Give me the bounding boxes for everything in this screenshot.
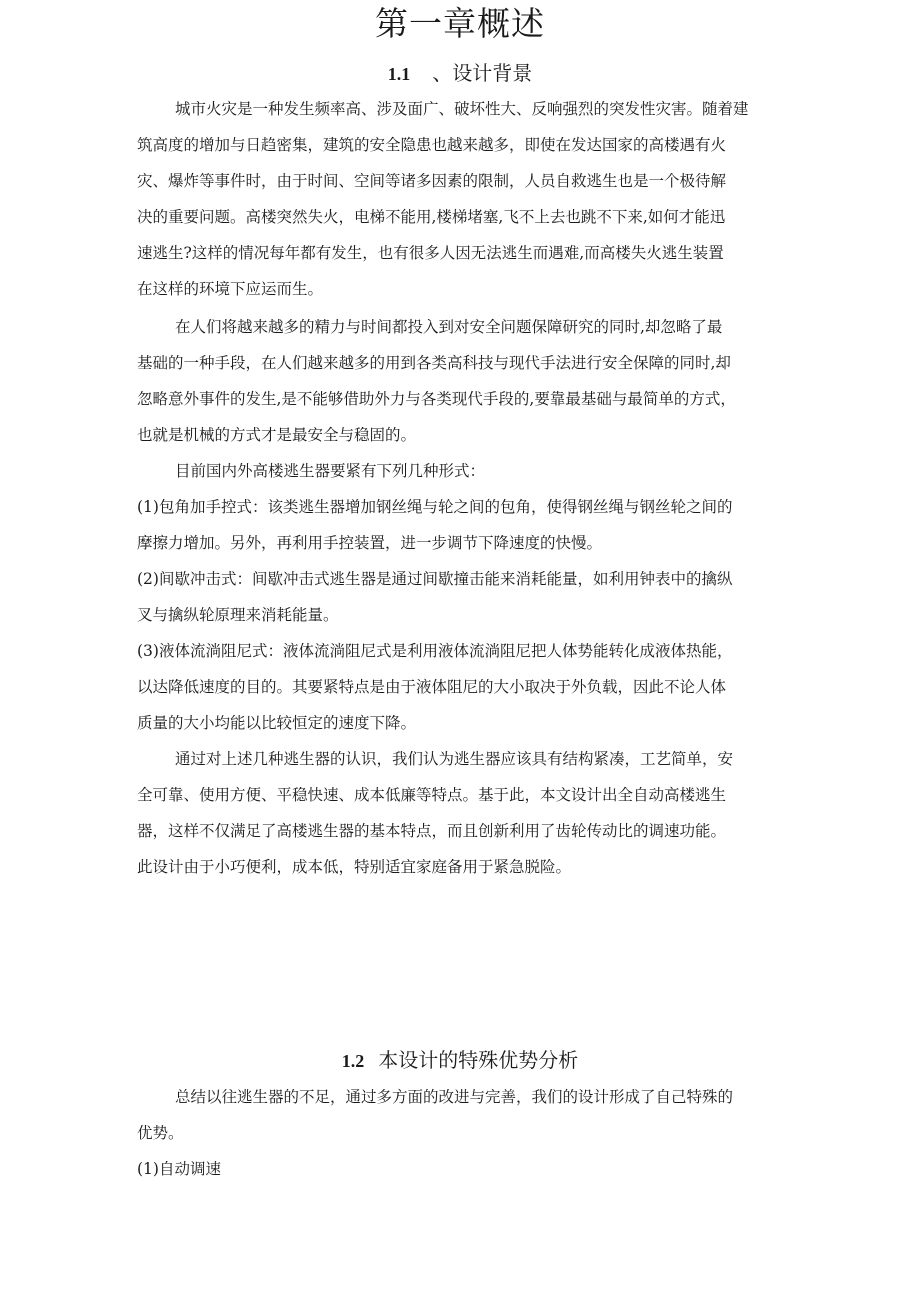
section-number: 1.2 [341, 1051, 365, 1071]
section-title-text: 、设计背景 [432, 61, 533, 85]
section-heading-1-2 [0, 1045, 920, 1076]
paragraph-advantages-intro: 总结以往逃生器的不足，通过多方面的改进与完善，我们的设计形成了自己特殊的 优势。 [137, 1088, 734, 1142]
paragraph-mechanical-safety: 在人们将越来越多的精力与时间都投入到对安全问题保障研究的同时,却忽略了最 基础的一种手段，在人们越来越多的用到各类高科技与现代手法进行安全保障的同时,却 忽略意外事件的发生,是不能够借助外力与各类现代手段的,要靠最基础与最简单的方式， 也就是机械的方式才是最安全与稳固的。 [137, 318, 736, 444]
paragraph-fire-background: 城市火灾是一种发生频率高、涉及面广、破坏性大、反响强烈的突发性灾害。随着建 筑高度的增加与日趋密集，建筑的安全隐患也越来越多，即使在发达国家的高楼遇有火 灾、爆炸等事件时，由于时间、空间等诸多因素的限制，人员自救逃生也是一个极待解 决的重要问题。高楼突然失火，电梯不能用,楼梯堵塞,飞不上去也跳不下来,如何才能迅 速逃生?这样的情况每年都有发生，也有很多人因无法逃生而遇难,而高楼失火逃生装置 在这样的环境下应运而生。 [137, 100, 749, 298]
list-item-auto-speed-control: (1)自动调速 [137, 1160, 221, 1178]
list-item-intermittent-impact-type: (2)间歇冲击式：间歇冲击式逃生器是通过间歇撞击能来消耗能量，如利用钟表中的擒纵 叉与擒纵轮原理来消耗能量。 [137, 570, 733, 624]
paragraph-escape-types-intro: 目前国内外高楼逃生器要紧有下列几种形式： [175, 462, 486, 480]
section-number: 1.1 [387, 64, 411, 84]
list-item-wrap-angle-type: (1)包角加手控式：该类逃生器增加钢丝绳与轮之间的包角，使得钢丝绳与钢丝轮之间的 摩擦力增加。另外，再利用手控装置，进一步调节下降速度的快慢。 [137, 498, 733, 552]
list-item-fluid-damping-type: (3)液体流淌阻尼式：液体流淌阻尼式是利用液体流淌阻尼把人体势能转化成液体热能， 以达降低速度的目的。其要紧特点是由于液体阻尼的大小取决于外负载，因此不论人体 质量的大小均能以比较恒定的速度下降。 [137, 642, 733, 732]
chapter-title: 第一章概述 [375, 4, 545, 43]
section-title-text: 本设计的特殊优势分析 [378, 1048, 579, 1072]
paragraph-design-summary: 通过对上述几种逃生器的认识，我们认为逃生器应该具有结构紧凑，工艺简单，安 全可靠、使用方便、平稳快速、成本低廉等特点。基于此，本文设计出全自动高楼逃生 器，这样不仅满足了高楼逃生器的基本特点，而且创新利用了齿轮传动比的调速功能。 此设计由于小巧便利，成本低，特别适宜家庭备用于紧急脱险。 [137, 750, 734, 876]
section-heading-1-1 [0, 58, 920, 89]
